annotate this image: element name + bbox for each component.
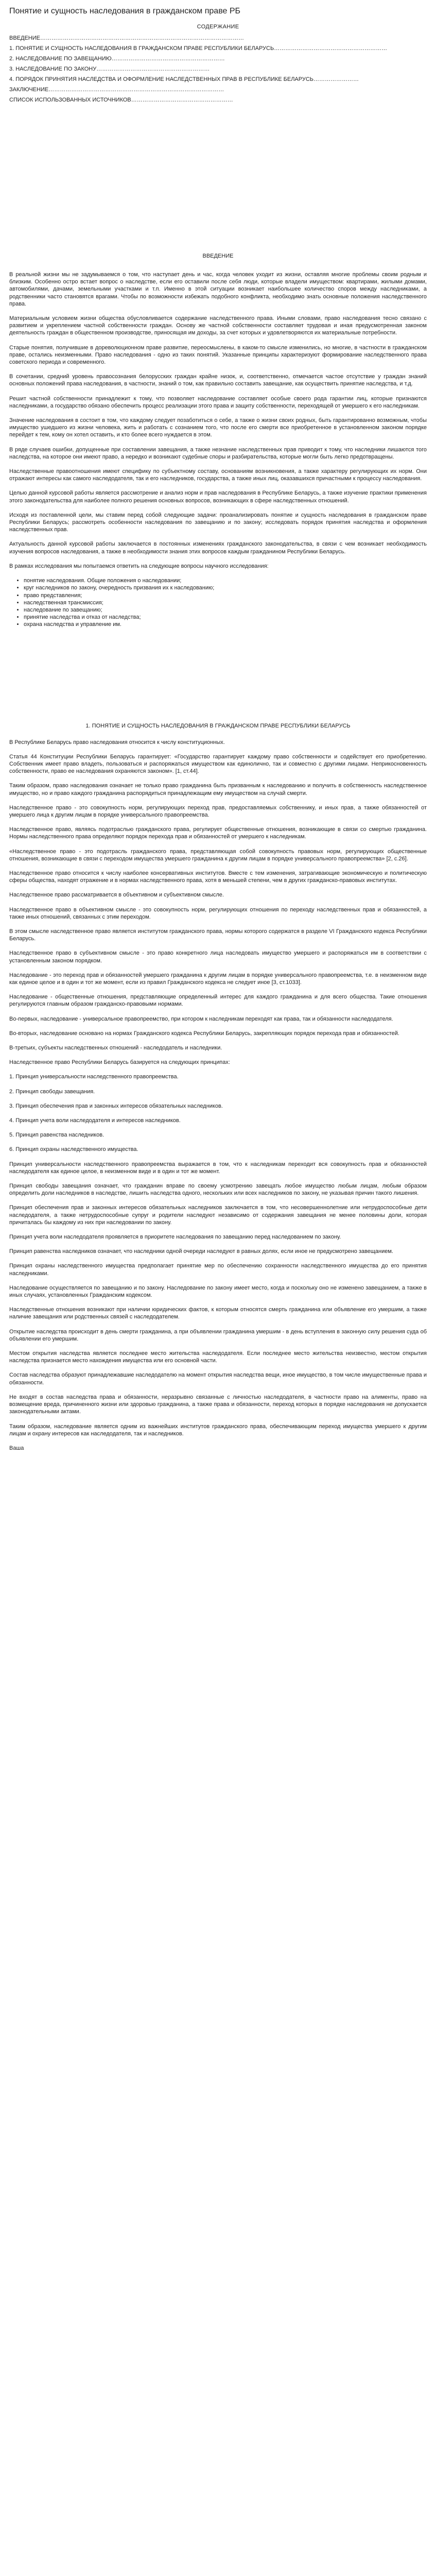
footer-text: Ваша (9, 1445, 24, 1451)
toc-item[interactable]: 3. НАСЛЕДОВАНИЕ ПО ЗАКОНУ…………………………………………………… (9, 66, 210, 72)
paragraph: Решит частной собственности принадлежит к тому, что позволяет наследование составляет особые своего рода гарантии лиц, которые признаются наследниками, а государство обязано обеспечить процесс реализации этого права и защиту собственности, переходящей от умершего к его наследникам. (9, 395, 427, 409)
list-item: • наследование по завещанию; (24, 606, 427, 614)
toc-item[interactable]: 4. ПОРЯДОК ПРИНЯТИЯ НАСЛЕДСТВА И ОФОРМЛЕНИЕ НАСЛЕДСТВЕННЫХ ПРАВ В РЕСПУБЛИКЕ БЕЛАРУСЬ…………………… (9, 76, 359, 82)
paragraph: Принцип свободы завещания означает, что гражданин вправе по своему усмотрению завещать любое имущество любым лицам, любым образом определить доли наследников в наследстве, лишить наследства одного, нескольких или всех наследников по закону, не указывая причин такого лишения. (9, 1183, 427, 1197)
paragraph: Наследственные отношения возникают при наличии юридических фактов, к которым относятся смерть гражданина или объявление его умершим, а также наличие завещания или родственных связей с наследодателем. (9, 1307, 427, 1320)
paragraph: Состав наследства образуют принадлежавшие наследодателю на момент открытия наследства вещи, иное имущество, в том числе имущественные права и обязанности. (9, 1372, 427, 1386)
paragraph: 4. Принцип учета воли наследодателя и интересов наследников. (9, 1117, 181, 1124)
chapter1-body (9, 739, 427, 1437)
paragraph: Наследственное право - это совокупность норм, регулирующих переход прав, предоставляемых собственнику, и иных прав, а также обязанностей от умершего лица к другим лицам в порядке универсального правопреемства. (9, 804, 427, 818)
spacer (9, 260, 427, 271)
paragraph: Исходя из поставленной цели, мы ставим перед собой следующие задачи: проанализировать понятие и сущность наследования в гражданском праве Республики Беларусь; рассмотреть особенности наследования по завещанию и по закону; исследовать порядок принятия наследства и оформления наследственных прав. (9, 512, 427, 533)
paragraph: Таким образом, наследование является одним из важнейших институтов гражданского права, обеспечивающим переход имущества умершего к другим лицам и охрану интересов как наследодателя, так и наследников. (9, 1423, 427, 1437)
paragraph: 3. Принцип обеспечения прав и законных интересов обязательных наследников. (9, 1103, 223, 1109)
paragraph: Наследственное право в объективном смысле - это совокупность норм, регулирующих отношения по переходу наследственных прав и обязанностей, а также иных отношений, связанных с этим переходом. (9, 906, 427, 920)
paragraph: В Республике Беларусь право наследования относится к числу конституционных. (9, 739, 225, 745)
page-title: Понятие и сущность наследования в гражданском праве РБ (9, 7, 241, 15)
paragraph: В этом смысле наследственное право является институтом гражданского права, нормы которого содержатся в разделе VI Гражданского кодекса Республики Беларусь. (9, 928, 427, 942)
toc-item[interactable]: 2. НАСЛЕДОВАНИЕ ПО ЗАВЕЩАНИЮ…………………………………………………… (9, 56, 225, 62)
list-item: • круг наследников по закону, очередность призвания их к наследованию; (24, 584, 427, 591)
paragraph: Наследственное право в субъективном смысле - это право конкретного лица наследовать имущество умершего и распоряжаться им в соответствии с установленным законом порядком. (9, 950, 427, 964)
paragraph: Наследование - общественные отношения, представляющие определенный интерес для каждого гражданина и для всего общества. Такие отношения регулируются главным образом гражданско-правовыми нормами. (9, 994, 427, 1008)
paragraph: Принцип универсальности наследственного правопреемства выражается в том, что к наследникам переходит вся совокупность прав и обязанностей наследодателя как единое целое, в неизменном виде и в один и тот же момент. (9, 1161, 427, 1175)
paragraph: Не входят в состав наследства права и обязанности, неразрывно связанные с личностью наследодателя, в частности право на алименты, право на возмещение вреда, причиненного жизни или здоровью гражданина, а также права и обязанности, переход которых в порядке наследования не допускается законодательными актами. (9, 1394, 427, 1415)
paragraph: Наследование осуществляется по завещанию и по закону. Наследование по закону имеет место, когда и поскольку оно не изменено завещанием, а также в иных случаях, установленных Гражданским кодексом. (9, 1284, 427, 1299)
list-item: • понятие наследования. Общие положения о наследовании; (24, 577, 427, 584)
paragraph: В-третьих, субъекты наследственных отношений - наследодатель и наследники. (9, 1045, 222, 1051)
paragraph: Принцип охраны наследственного имущества предполагает принятие мер по обеспечению сохранности наследственного имущества до его принятия наследниками. (9, 1263, 427, 1277)
paragraph: Целью данной курсовой работы является рассмотрение и анализ норм и прав наследования в Республике Беларусь, а также изучение практики применения этого законодательства для наиболее полного решения основных вопросов, возникающих в сфере наследственных отношений. (9, 490, 427, 504)
paragraph: Наследование - это переход прав и обязанностей умершего гражданина к другим лицам в порядке универсального правопреемства, т.е. в неизменном виде как единое целое и в один и тот же момент, если из правил Гражданского кодекса не следует иное [3, ст.1033]. (9, 972, 427, 986)
paragraph: Наследственное право, являясь подотраслью гражданского права, регулирует общественные отношения, возникающие в связи со смертью гражданина. Нормы наследственного права определяют порядок перехода прав и обязанностей от умершего к наследникам. (9, 826, 427, 840)
paragraph: Открытие наследства происходит в день смерти гражданина, а при объявлении гражданина умершим - в день вступления в законную силу решения суда об объявлении его умершим. (9, 1328, 427, 1342)
paragraph: 2. Принцип свободы завещания. (9, 1088, 95, 1095)
paragraph: 5. Принцип равенства наследников. (9, 1132, 104, 1139)
toc-item[interactable]: ВВЕДЕНИЕ……………………………………………………………………………………………… (9, 35, 244, 41)
intro-heading: ВВЕДЕНИЕ (202, 253, 234, 259)
paragraph: В сочетании, средний уровень правосознания белорусских граждан крайне низок, и, соответственно, отмечается частое отсутствие у граждан знаний основных положений права наследования, в частности, знаний о том, как правильно составить завещание, как осуществить принятие наследства, и т.д. (9, 374, 427, 387)
paragraph: Наследственное право рассматривается в объективном и субъективном смысле. (9, 892, 224, 899)
paragraph: Местом открытия наследства является последнее место жительства наследодателя. Если последнее место жительства неизвестно, местом открытия наследства признается место нахождения имущества или его основной части. (9, 1350, 427, 1364)
paragraph: В ряде случаев ошибки, допущенные при составлении завещания, а также незнание наследственных прав приводит к тому, что наследники лишаются того наследства, на которое они имеют право, а нередко и возникают судебные споры и разбирательства, которые могли быть легко предотвращены. (9, 446, 427, 460)
table-of-contents (9, 33, 427, 105)
toc-item[interactable]: СПИСОК ИСПОЛЬЗОВАННЫХ ИСТОЧНИКОВ……………………………………………… (9, 97, 233, 103)
intro-body (9, 271, 427, 570)
chapter1-heading: 1. ПОНЯТИЕ И СУЩНОСТЬ НАСЛЕДОВАНИЯ В ГРАЖДАНСКОМ ПРАВЕ РЕСПУБЛИКИ БЕЛАРУСЬ (85, 722, 351, 729)
toc-item[interactable]: 1. ПОНЯТИЕ И СУЩНОСТЬ НАСЛЕДОВАНИЯ В ГРАЖДАНСКОМ ПРАВЕ РЕСПУБЛИКИ БЕЛАРУСЬ…………………………………………………… (9, 45, 388, 52)
paragraph: 1. Принцип универсальности наследственного правопреемства. (9, 1074, 179, 1080)
paragraph: Наследственное право относится к числу наиболее консервативных институтов. Вместе с тем изменения, затрагивающие экономическую и политическую сферы общества, находят отражение и в нормах наследственного права, хотя в меньшей степени, чем в других гражданско-правовых институтах. (9, 870, 427, 884)
paragraph: В рамках исследования мы попытаемся ответить на следующие вопросы научного исследования: (9, 563, 269, 569)
paragraph: Принцип обеспечения прав и законных интересов обязательных наследников заключается в том, что несовершеннолетние или нетрудоспособные дети наследодателя, а также нетрудоспособные супруг и родители наследуют независимо от содержания завещания не менее половины доли, которая причиталась бы каждому из них при наследовании по закону. (9, 1205, 427, 1226)
spacer (9, 730, 427, 739)
paragraph: В реальной жизни мы не задумываемся о том, что наступает день и час, когда человек уходит из жизни, оставляя многие проблемы своим родным и близким. Особенно остро встает вопрос о наследстве, если его оставили после себя люди, которые владели имуществом: квартирами, жилыми домами, автомобилями, дачами, земельными участками и т.п. Именно в этой ситуации возникает наибольшее количество споров между наследниками, а родственники часто становятся врагами. Чтобы по возможности избежать подобного конфликта, необходимо знать основные положения наследственного права. (9, 272, 427, 307)
toc-item[interactable]: ЗАКЛЮЧЕНИЕ………………………………………………………………………………… (9, 87, 224, 93)
list-item: • право представления; (24, 592, 427, 599)
paragraph: 6. Принцип охраны наследственного имущества. (9, 1146, 138, 1153)
paragraph: Значение наследования в состоит в том, что каждому следует позаботиться о себе, а также о жизни своих родных, быть гарантированно возможным, чтобы имущество ушедшего из жизни человека, жить и работать с сознанием того, что после его смерти все приобретенное в установленном законом порядке перейдет к тем, кому он хотел оставить, и кто более всего нуждается в этом. (9, 417, 427, 438)
paragraph: Наследственное право Республики Беларусь базируется на следующих принципах: (9, 1059, 230, 1066)
page-break-spacer (9, 636, 427, 722)
paragraph: Во-вторых, наследование основано на нормах Гражданского кодекса Республики Беларусь, закрепляющих порядок перехода прав и обязанностей. (9, 1030, 399, 1037)
questions-list (9, 577, 427, 628)
paragraph: Во-первых, наследование - универсальное правопреемство, при котором к наследникам переходят как права, так и обязанности наследодателя. (9, 1015, 393, 1022)
paragraph: Принцип равенства наследников означает, что наследники одной очереди наследуют в равных долях, если иное не предусмотрено завещанием. (9, 1248, 393, 1255)
list-item: • охрана наследства и управление им. (24, 621, 427, 628)
list-item: • наследственная трансмиссия; (24, 599, 427, 606)
paragraph: Таким образом, право наследования означает не только право гражданина быть призванным к наследованию и получить в собственность наследственное имущество, но и право каждого гражданина распорядиться принадлежащим ему имуществом на случай смерти. (9, 783, 427, 796)
page-break-spacer (9, 105, 427, 252)
paragraph: Материальным условием жизни общества обусловливается содержание наследственного права. Иными словами, право наследования тесно связано с развитием и укреплением частной собственности граждан. Основу же частной собственности составляет трудовая и иная предусмотренная законом деятельность граждан в общественном производстве, приносящая им доходы, за счет которых и удовлетворяются их материальные потребности. (9, 315, 427, 336)
paragraph: Актуальность данной курсовой работы заключается в постоянных изменениях гражданского законодательства, в связи с чем возникает необходимость изучения вопросов наследования, а также в необходимости знания этих вопросов каждым гражданином Республики Беларусь. (9, 541, 427, 555)
paragraph: Старые понятия, получившие в дореволюционном праве развитие, переосмыслены, в каком-то смысле изменились, но многие, в частности в гражданском праве, остались неизменными. Право наследования - одно из таких понятий. Указанные принципы характеризуют формирование наследственного права советского периода и современного. (9, 344, 427, 366)
paragraph: Наследственные правоотношения имеют специфику по субъектному составу, основаниям возникновения, а также характеру регулирующих их норм. Они отражают интересы как самого наследодателя, так и его наследников, государства, а также иных лиц, оказавшихся причастными к процессу наследования. (9, 468, 427, 482)
toc-heading: СОДЕРЖАНИЕ (197, 24, 239, 30)
paragraph: «Наследственное право - это подотрасль гражданского права, представляющая собой совокупность правовых норм, регулирующих общественные отношения, возникающие в связи с переходом имущества умершего гражданина к другим лицам в порядке универсального правопреемства» [2, с.26]. (9, 848, 427, 862)
paragraph: Статья 44 Конституции Республики Беларусь гарантирует: «Государство гарантирует каждому право собственности и содействует его приобретению. Собственник имеет право владеть, пользоваться и распоряжаться имуществом как единолично, так и совместно с другими лицами. Неприкосновенность собственности, право ее наследования охраняются законом». [1, ст.44]. (9, 753, 427, 775)
list-item: • принятие наследства и отказ от наследства; (24, 614, 427, 621)
paragraph: Принцип учета воли наследодателя проявляется в приоритете наследования по завещанию перед наследованием по закону. (9, 1234, 341, 1241)
